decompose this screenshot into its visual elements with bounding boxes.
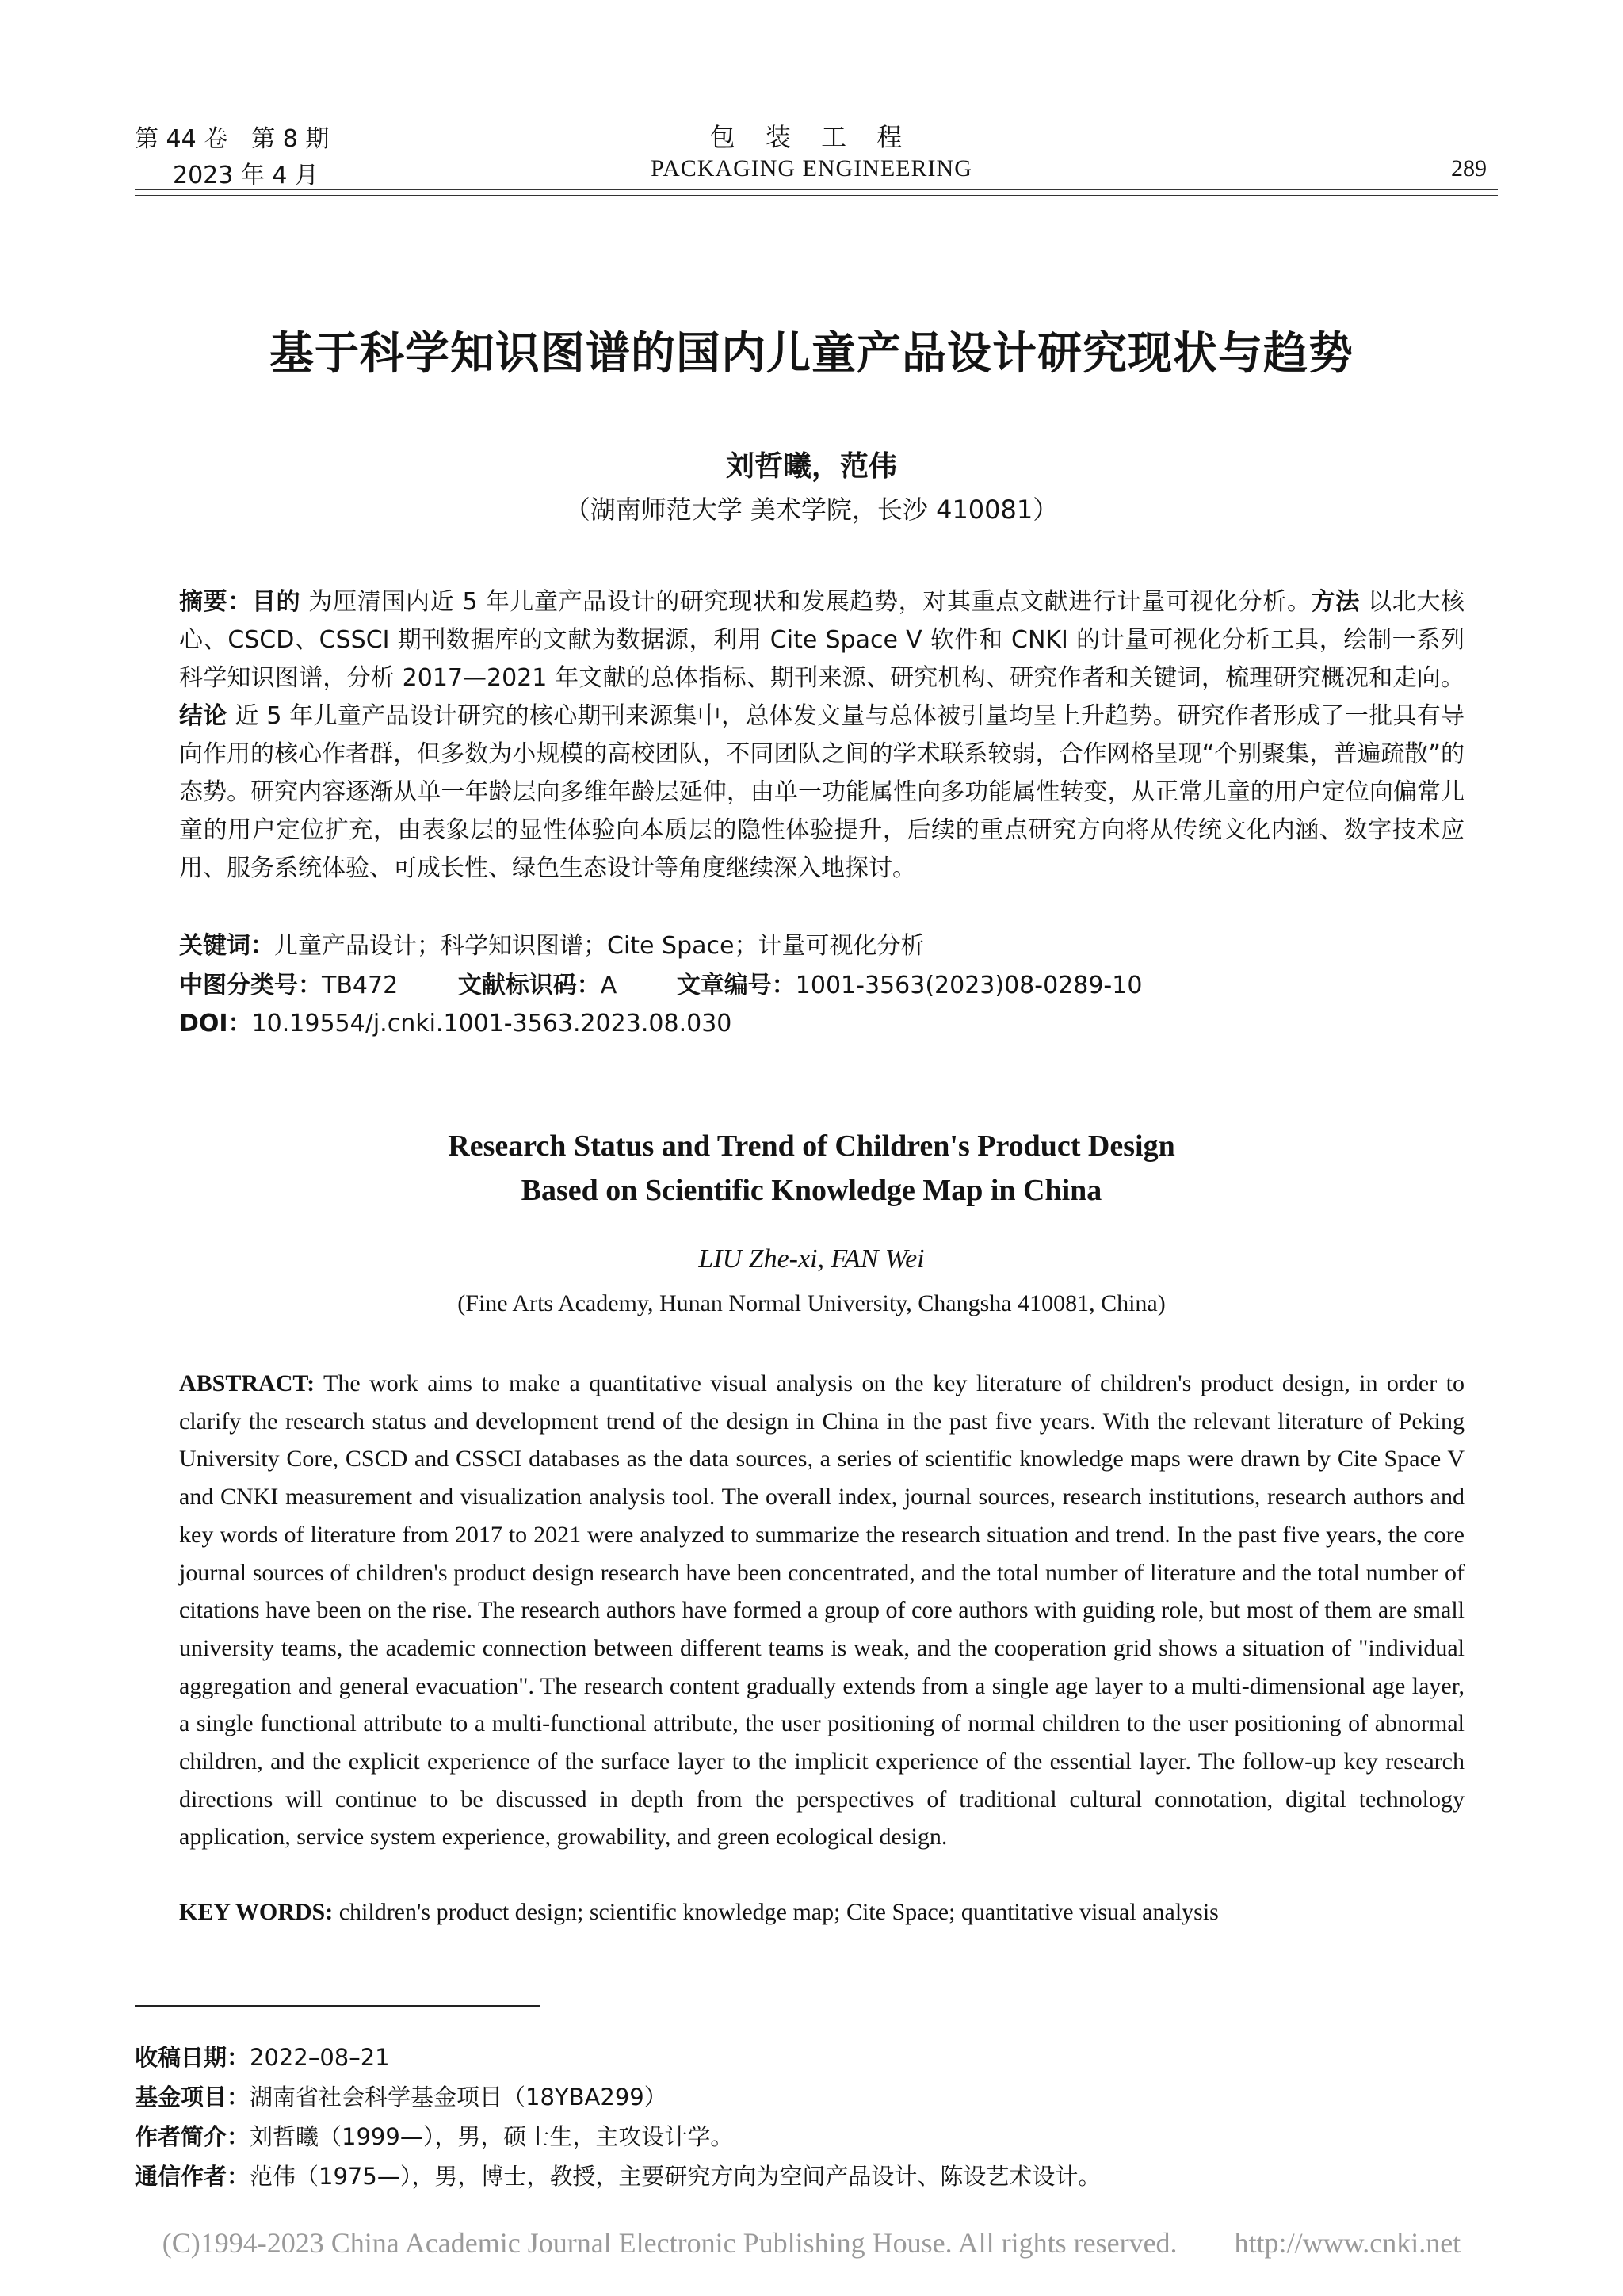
issue-date: 2023 年 4 月: [173, 162, 319, 189]
doi-line: [179, 1003, 1465, 1038]
abstract-cn: [179, 583, 1465, 888]
keywords-en-label: KEY WORDS:: [179, 1899, 334, 1925]
paper-title-en-line2: Based on Scientific Knowledge Map in China: [521, 1174, 1102, 1207]
bio-text: 刘哲曦（1999—），男，硕士生，主攻设计学。: [250, 2123, 734, 2150]
journal-name-cn: 包 装 工 程: [709, 122, 914, 152]
footnote-fund: [135, 2080, 667, 2112]
doi-link[interactable]: 10.19554/j.cnki.1001-3563.2023.08.030: [251, 1010, 732, 1037]
doi-label: DOI：: [179, 1010, 252, 1037]
header-rule: [135, 189, 1498, 190]
page-number: 289: [1451, 155, 1487, 181]
abstract-en: [179, 1365, 1465, 1856]
footnote-rule: [135, 2005, 540, 2007]
paper-title-en: [0, 1124, 1623, 1213]
corr-text: 范伟（1975—），男，博士，教授，主要研究方向为空间产品设计、陈设艺术设计。: [250, 2163, 1102, 2190]
abstract-en-text: The work aims to make a quantitative visual analysis on the key literature of children's product design, in order to clarify the research status and development trend of the design in China in the past five years. With the relevant literature of Peking University Core, CSCD and CSSCI databases as the data sources, a series of scientific knowledge maps were drawn by Cite Space V and CNKI measurement and visualization analysis tool. The overall index, journal sources, research institutions, research authors and key words of literature from 2017 to 2021 were analyzed to summarize the research situation and trend. In the past five years, the core journal sources of children's product design research have been concentrated, and the total number of literature and the total number of citations have been on the rise. The research authors have formed a group of core authors with guiding role, but most of them are small university teams, the academic connection between different teams is weak, and the cooperation grid shows a situation of "individual aggregation and general evacuation". The research content gradually extends from a single age layer to a multi-dimensional age layer, a single functional attribute to a multi-functional attribute, the user positioning of normal children to the user positioning of abnormal children, and the explicit experience of the surface layer to the implicit experience of the essential layer. The follow-up key research directions will continue to be discussed in depth from the perspectives of traditional cultural connotation, digital technology application, service system experience, growability, and green ecological design.: [179, 1370, 1465, 1851]
volume-issue: 第 44 卷 第 8 期: [135, 125, 330, 153]
method-text: 以北大核心、CSCD、CSSCI 期刊数据库的文献为数据源，利用 Cite Space V 软件和 CNKI 的计量可视化分析工具，绘制一系列科学知识图谱，分析 2017—2021 年文献的总体指标、期刊来源、研究机构、研究作者和关键词，梳理研究概况和走向。: [179, 588, 1465, 692]
abstract-cn-label: 摘要：: [179, 588, 252, 616]
footnote-author-bio: [135, 2119, 733, 2152]
article-number-label: 文章编号：: [676, 972, 796, 999]
article-number-value: 1001-3563(2023)08-0289-10: [795, 972, 1143, 999]
paper-title-en-line1: Research Status and Trend of Children's Product Design: [448, 1129, 1175, 1163]
clc-label: 中图分类号：: [179, 972, 322, 999]
fund-text: 湖南省社会科学基金项目（18YBA299）: [250, 2084, 667, 2111]
affiliation-en: (Fine Arts Academy, Hunan Normal University, Changsha 410081, China): [457, 1290, 1166, 1316]
authors-en: LIU Zhe-xi, FAN Wei: [698, 1244, 925, 1274]
header-rule-thin: [135, 195, 1498, 196]
keywords-cn: [179, 926, 1465, 961]
method-label: 方法: [1311, 588, 1360, 616]
purpose-label: 目的: [251, 588, 301, 616]
clc-value: TB472: [322, 972, 399, 999]
doc-code-label: 文献标识码：: [457, 972, 601, 999]
purpose-text: 为厘清国内近 5 年儿童产品设计的研究现状和发展趋势，对其重点文献进行计量可视化分析。: [300, 588, 1312, 616]
keywords-cn-label: 关键词：: [179, 932, 274, 960]
footnote-corresponding: [135, 2159, 1101, 2191]
abstract-en-label: ABSTRACT:: [179, 1370, 315, 1396]
received-date: 2022–08–21: [250, 2044, 390, 2071]
authors-cn: 刘哲曦，范伟: [725, 450, 897, 483]
paper-title-cn: 基于科学知识图谱的国内儿童产品设计研究现状与趋势: [269, 328, 1354, 380]
fund-label: 基金项目：: [135, 2084, 250, 2111]
footnote-received: [135, 2040, 390, 2073]
conclusion-text: 近 5 年儿童产品设计研究的核心期刊来源集中，总体发文量与总体被引量均呈上升趋势。研究作者形成了一批具有导向作用的核心作者群，但多数为小规模的高校团队，不同团队之间的学术联系较弱，合作网格呈现“个别聚集，普遍疏散”的态势。研究内容逐渐从单一年龄层向多维年龄层延伸，由单一功能属性向多功能属性转变，从正常儿童的用户定位向偏常儿童的用户定位扩充，由表象层的显性体验向本质层的隐性体验提升，后续的重点研究方向将从传统文化内涵、数字技术应用、服务系统体验、可成长性、绿色生态设计等角度继续深入地探讨。: [179, 702, 1465, 882]
keywords-cn-text: 儿童产品设计；科学知识图谱；Cite Space；计量可视化分析: [274, 932, 925, 960]
keywords-en-text: children's product design; scientific knowledge map; Cite Space; quantitative visual analysis: [333, 1899, 1219, 1925]
journal-name-en: PACKAGING ENGINEERING: [651, 155, 972, 181]
keywords-en: [179, 1899, 1465, 1926]
doc-code-value: A: [600, 972, 617, 999]
classification-line: [179, 965, 1465, 1000]
copyright-notice: (C)1994-2023 China Academic Journal Electronic Publishing House. All rights reserved. http://www.cnki.net: [162, 2227, 1461, 2259]
bio-label: 作者简介：: [135, 2123, 250, 2150]
affiliation-cn: （湖南师范大学 美术学院，长沙 410081）: [564, 495, 1059, 525]
conclusion-label: 结论: [179, 702, 227, 730]
received-label: 收稿日期：: [135, 2044, 250, 2071]
corr-label: 通信作者：: [135, 2163, 250, 2190]
